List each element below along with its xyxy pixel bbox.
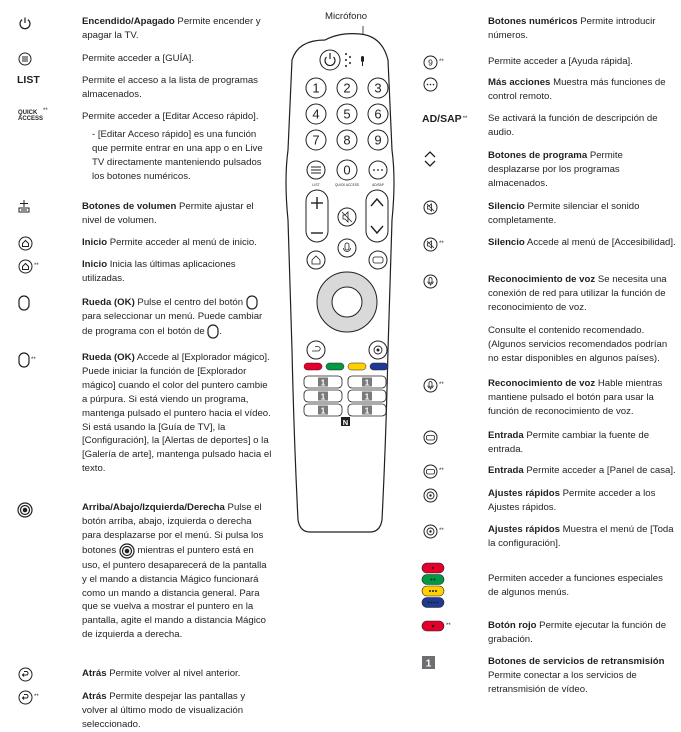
desc-color-buttons: Permiten acceder a funciones especiales de algunos menús.	[488, 573, 663, 598]
desc-quick-help: Permite acceder a [Ayuda rápida].	[488, 56, 633, 67]
legend-blue-button	[422, 598, 444, 608]
desc-wheel: Rueda (OK) Pulse el centro del botón para seleccionar un menú. Puede cambiar de programa con el botón de .	[82, 297, 263, 337]
streaming-badge-label: 1	[364, 406, 370, 416]
settings-icon-hold: **	[423, 524, 444, 539]
streaming-badge-label: 1	[320, 392, 326, 402]
remote-number-label: 0	[343, 162, 351, 178]
remote-number-label: 3	[374, 80, 382, 96]
back-icon-hold: **	[18, 690, 39, 705]
desc-mute-hold: Silencio Accede al menú de [Accesibilidad].	[488, 237, 676, 248]
input-icon	[423, 430, 438, 445]
streaming-badge-label: 1	[364, 392, 370, 402]
more-icon	[423, 77, 438, 92]
desc-back-hold: Atrás Permite despejar las pantallas y volver al último modo de visualización seleccionado.	[82, 691, 246, 730]
remote-green-button	[326, 363, 344, 370]
remote-illustration	[280, 20, 410, 540]
mute-icon	[423, 200, 438, 215]
streaming-badge-label: 1	[364, 378, 370, 388]
legend-green-button	[422, 575, 444, 585]
remote-guide-button	[307, 161, 325, 179]
remote-number-label: 6	[374, 106, 382, 122]
desc-home-hold: Inicio Inicia las últimas aplicaciones utilizadas.	[82, 259, 236, 284]
microphone-label: Micrófono	[325, 11, 368, 22]
svg-text:9: 9	[428, 57, 433, 68]
streaming-icon	[422, 656, 435, 669]
desc-home: Inicio Permite acceder al menú de inicio.	[82, 237, 257, 248]
desc-more: Más acciones Muestra más funciones de control remoto.	[488, 77, 666, 102]
wheel-icon	[18, 295, 30, 311]
remote-yellow-button	[348, 363, 366, 370]
desc-list: Permite el acceso a la lista de programas almacenados.	[82, 75, 258, 100]
remote-number-label: 4	[312, 106, 320, 122]
remote-mute-button	[338, 208, 356, 226]
remote-mic-button	[338, 239, 356, 257]
legend-dot	[429, 590, 431, 592]
legend-dot	[431, 579, 433, 581]
adsap-icon: AD/SAP **	[422, 113, 468, 125]
desc-numbers: Botones numéricos Permite introducir números.	[488, 16, 656, 41]
remote-power-button	[320, 50, 340, 70]
mic-icon-hold: **	[423, 378, 444, 393]
legend-dot	[432, 590, 434, 592]
desc-power: Encendido/Apagado Permite encender y apagar la TV.	[82, 16, 261, 41]
back-icon	[18, 667, 33, 682]
desc-arrows: Arriba/Abajo/Izquierda/Derecha Pulse el botón arriba, abajo, izquierda o derecha para desplazarse por el menú. Si pulsa los botones mientras el puntero está en uso, el puntero desaparecerá de la pantalla y el mando a distancia Mágico funcionará como un mando a distancia general. Para que se vuelva a mostrar el puntero en la pantalla, agite el mando a distancia Mágico de izquierda a derecha.	[82, 502, 267, 641]
desc-input-hold: Entrada Permite acceder a [Panel de casa].	[488, 465, 676, 476]
program-icon	[423, 150, 437, 168]
remote-program-rocker	[366, 190, 388, 242]
remote-number-label: 8	[343, 132, 351, 148]
legend-dot	[434, 579, 436, 581]
desc-wheel-hold: Rueda (OK) Accede al [Explorador mágico]. Puede iniciar la función de [Explorador mágico] cuando el color del puntero cambie a púrpura. Si está viendo un programa, mantenga pulsado el puntero hacia el vídeo. Si está usando la [Guía de TV], la [Configuración], la [Alertas de deportes] o la [Galería de arte], mantenga pulsado hacia el texto.	[82, 352, 272, 475]
remote-number-label: 7	[312, 132, 320, 148]
legend-dot	[428, 602, 430, 604]
number9-icon: 9 **	[423, 55, 444, 70]
legend-dot	[437, 602, 439, 604]
remote-input-button	[369, 251, 387, 269]
desc-voice: Reconocimiento de voz Se necesita una conexión de red para utilizar la función de reconocimiento de voz.	[488, 274, 667, 313]
desc-quick-access-note: - [Editar Acceso rápido] es una función que permite entrar en una app o en Live TV directamente manteniendo pulsados los botones numéricos.	[92, 129, 263, 182]
red-button-icon: **	[421, 620, 451, 632]
legend-dot	[431, 602, 433, 604]
guide-icon	[18, 52, 32, 66]
desc-guide: Permite acceder a [GUÍA].	[82, 53, 194, 64]
desc-quick-access: Permite acceder a [Editar Acceso rápido].	[82, 111, 259, 122]
remote-wheel	[317, 272, 377, 332]
remote-more-button	[369, 161, 387, 179]
desc-settings: Ajustes rápidos Permite acceder a los Ajustes rápidos.	[488, 488, 656, 513]
remote-red-button	[304, 363, 322, 370]
legend-dot	[434, 602, 436, 604]
remote-number-label: 9	[374, 132, 382, 148]
remote-adsap-label: AD/SAP	[372, 183, 384, 187]
mute-icon-hold: **	[423, 237, 444, 252]
desc-settings-hold: Ajustes rápidos Muestra el menú de [Toda la configuración].	[488, 524, 674, 549]
remote-quick-label: QUICK ACCESS	[335, 183, 359, 187]
quick-access-icon: QUICK ACCESS **	[18, 108, 48, 122]
desc-back: Atrás Permite volver al nivel anterior.	[82, 668, 241, 679]
arrows-icon	[17, 502, 33, 518]
home-icon	[18, 236, 33, 251]
legend-dot	[435, 590, 437, 592]
remote-settings-button	[369, 341, 387, 359]
desc-voice-hold: Reconocimiento de voz Hable mientras mantiene pulsado el botón para usar la función de reconocimiento de voz.	[488, 378, 663, 417]
remote-nfc-mark: N	[342, 418, 349, 427]
remote-number-label: 1	[312, 80, 320, 96]
desc-adsap: Se activará la función de descripción de audio.	[488, 113, 658, 138]
home-icon-hold: **	[18, 259, 39, 274]
remote-home-button	[307, 251, 325, 269]
input-icon-hold: **	[423, 464, 444, 479]
desc-volume: Botones de volumen Permite ajustar el nivel de volumen.	[82, 201, 254, 226]
remote-number-label: 5	[343, 106, 351, 122]
remote-blue-button	[370, 363, 388, 370]
remote-list-label: LIST	[312, 183, 320, 187]
remote-back-button	[307, 341, 325, 359]
desc-red-button: Botón rojo Permite ejecutar la función de grabación.	[488, 620, 667, 645]
list-icon: LIST	[17, 74, 40, 86]
streaming-badge-label: 1	[320, 378, 326, 388]
streaming-badge-label: 1	[320, 406, 326, 416]
power-icon	[18, 16, 32, 30]
desc-mute: Silencio Permite silenciar el sonido completamente.	[488, 201, 640, 226]
legend-dot	[432, 567, 434, 569]
remote-volume-rocker	[306, 190, 328, 242]
remote-number-label: 2	[343, 80, 351, 96]
wheel-icon-hold: **	[18, 352, 36, 368]
color-buttons-icon	[421, 562, 445, 610]
desc-program: Botones de programa Permite desplazarse por los programas almacenados.	[488, 150, 623, 189]
mic-icon	[423, 274, 438, 289]
volume-icon	[17, 199, 31, 213]
desc-voice-note: Consulte el contenido recomendado. (Algunos servicios recomendados podrían no estar disponibles en algunos países).	[488, 325, 668, 364]
desc-streaming: Botones de servicios de retransmisión Permite conectar a los servicios de retransmisión de vídeo.	[488, 656, 665, 695]
desc-input: Entrada Permite cambiar la fuente de entrada.	[488, 430, 650, 455]
svg-text:1: 1	[425, 658, 432, 669]
settings-icon	[423, 488, 438, 503]
